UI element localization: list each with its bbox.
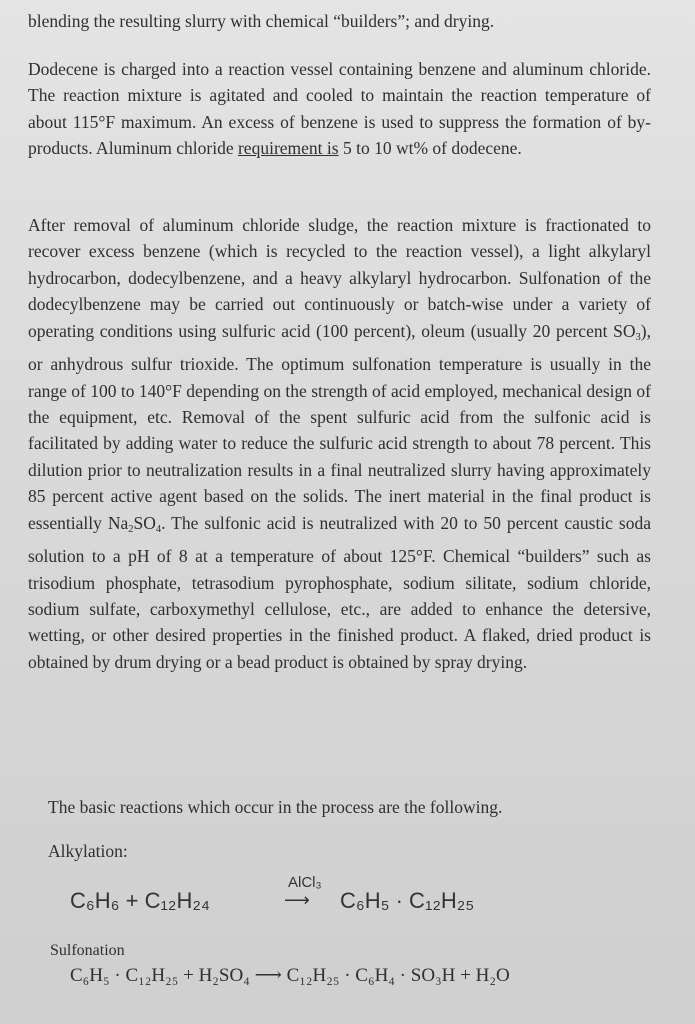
text-run: 5 to 10 wt% of dodecene.: [338, 138, 522, 159]
text-run: ), or anhydrous sulfur trioxide. The optimum sulfonation temperature is usually in the range of 100 to 140°F depending on the strength of acid employed, mechanical design of the equipment, etc. Removal of the spent sulfuric acid from the sulfonic acid is facilitated by adding water to reduce the sulfuric acid strength to about 78 percent. This dilution prior to neutralization results in a final neutralized slurry having approximately 85 percent active agent based on the solids. The inert material in the final product is essentially Na: [28, 320, 651, 533]
heading-sulfonation: Sulfonation: [50, 942, 125, 959]
subscript: 4: [155, 523, 162, 535]
subscript: 2: [128, 523, 134, 535]
text-run: . The sulfonic acid is neutralized with 20 to 50 percent caustic soda solution to a pH of 8 at a temperature of about 125°F. Chemical “builders” such as trisodium phosphate, tetrasodium pyrophosphate, sodium silitate, sodium chloride, sodium sulfate, carboxymethyl cellulose, etc., are added to enhance the detersive, wetting, or other desired properties in the finished product. A flaked, dried product is obtained by drum drying or a bead product is obtained by spray drying.: [28, 512, 652, 672]
equation-products: C₆H₅ · C₁₂H₂₅: [340, 888, 475, 913]
equation-alkylation: [70, 874, 630, 924]
equation-reactants: C₆H₆ + C₁₂H₂₄: [70, 888, 210, 913]
underlined-text: requirement is: [237, 138, 339, 159]
subscript: 3: [635, 331, 641, 343]
text-run: Dodecene is charged into a reaction vessel containing benzene and aluminum chloride. The reaction mixture is agitated and cooled to maintain the reaction temperature of about 115°F maximum. An excess of benzene is used to suppress the formation of by-products. Aluminum chloride: [28, 59, 651, 159]
equation-catalyst: AlCl₃: [288, 874, 322, 891]
reaction-arrow-icon: ⟶: [284, 890, 310, 910]
text-run: After removal of aluminum chloride sludge, the reaction mixture is fractionated to recover excess benzene (which is recycled to the reaction vessel), a light alkylaryl hydrocarbon, dodecylbenzene, and a heavy alkylaryl hydrocarbon. Sulfonation of the dodecylbenzene may be carried out continuously or batch-wise under a variety of operating conditions using sulfuric acid (100 percent), oleum (usually 20 percent SO: [28, 215, 651, 341]
paragraph-reactions-intro: The basic reactions which occur in the process are the following.: [48, 797, 503, 817]
text-run: SO: [133, 512, 156, 533]
paragraph-alkylation-description: [28, 56, 651, 162]
equation-sulfonation: C₆H₅ · C₁₂H₂₅ + H₂SO₄ ⟶ C₁₂H₂₅ · C₆H₄ · SO₃H + H₂O: [70, 965, 510, 986]
heading-alkylation: Alkylation:: [48, 841, 128, 861]
paragraph-intro-fragment: blending the resulting slurry with chemical “builders”; and drying.: [28, 11, 495, 31]
paragraph-sulfonation-description: [28, 212, 651, 675]
